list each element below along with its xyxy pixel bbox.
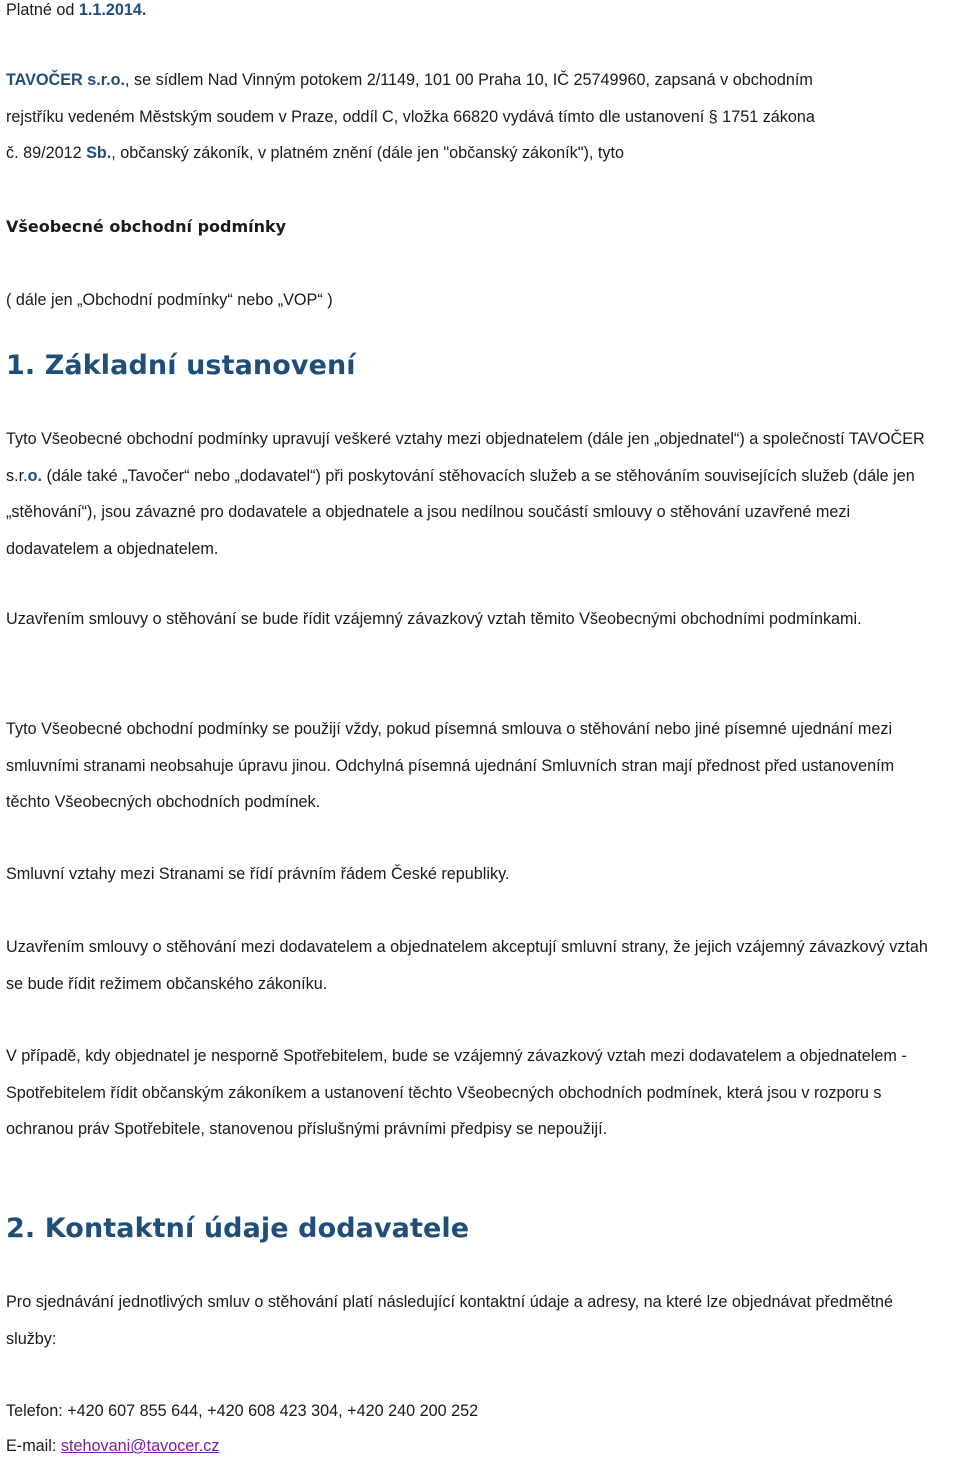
section-1-paragraph-1	[6, 421, 930, 567]
section-1-paragraph-3: Tyto Všeobecné obchodní podmínky se použijí vždy, pokud písemná smlouva o stěhování nebo jiné písemné ujednání mezi smluvními stranami neobsahuje úpravu jinou. Odchylná písemná ujednání Smluvních stran mají přednost před ustanovením těchto Všeobecných obchodních podmínek.	[6, 720, 895, 812]
valid-from-line	[6, 0, 930, 28]
section-1-heading: 1. Základní ustanovení	[6, 350, 356, 381]
section-1-paragraph-4: Smluvní vztahy mezi Stranami se řídí právním řádem České republiky.	[6, 865, 510, 883]
phone-label: Telefon:	[6, 1402, 68, 1420]
phone-value: +420 607 855 644, +420 608 423 304, +420 240 200 252	[67, 1402, 479, 1420]
s1p1-o: o.	[27, 466, 42, 485]
company-name: TAVOČER s.r.o.	[6, 71, 126, 89]
intro-paragraph	[6, 62, 930, 172]
document-title: Všeobecné obchodní podmínky	[6, 217, 287, 236]
intro-line3-pre: č. 89/2012	[6, 144, 87, 163]
email-link[interactable]: stehovani@tavocer.cz	[60, 1437, 220, 1455]
s1p1-end: (dále také „Tavočer“ nebo „dodavatel“) při poskytování stěhovacích služeb a se stěhováním souvisejících služeb (dále jen „stěhování“), jsou závazné pro dodavatele a objednatele a jsou nedílnou součástí smlouvy o stěhování uzavřené mezi dodavatelem a objednatelem.	[6, 466, 915, 558]
intro-line1: , se sídlem Nad Vinným potokem 2/1149, 101 00 Praha 10, IČ 25749960, zapsaná v obchodním	[125, 71, 813, 89]
s1p1-start: Tyto Všeobecné obchodní podmínky upravují veškeré vztahy mezi objednatelem (dále jen „objednatel“) a společností TAVOČER s.r.	[6, 430, 925, 485]
valid-from-date: 1.1.2014.	[78, 1, 147, 19]
valid-from-label: Platné od	[6, 1, 79, 19]
intro-sb: Sb.	[86, 144, 112, 163]
phone-line	[6, 1396, 930, 1426]
intro-line3-rest: , občanský zákoník, v platném znění (dále jen "občanský zákoník"), tyto	[111, 144, 624, 163]
document-title-note: ( dále jen „Obchodní podmínky“ nebo „VOP“ )	[6, 291, 333, 309]
section-1-paragraph-6: V případě, kdy objednatel je nesporně Spotřebitelem, bude se vzájemný závazkový vztah mezi dodavatelem a objednatelem - Spotřebitelem řídit občanským zákoníkem a ustanovení těchto Všeobecných obchodních podmínek, která jsou v rozporu s ochranou práv Spotřebitele, stanovenou příslušnými právními předpisy se nepoužijí.	[6, 1047, 907, 1139]
email-label: E-mail:	[6, 1437, 61, 1455]
section-1-paragraph-2: Uzavřením smlouvy o stěhování se bude řídit vzájemný závazkový vztah těmito Všeobecnými obchodními podmínkami.	[6, 610, 862, 628]
email-line	[6, 1431, 930, 1461]
section-1-paragraph-5: Uzavřením smlouvy o stěhování mezi dodavatelem a objednatelem akceptují smluvní strany, že jejich vzájemný závazkový vztah se bude řídit režimem občanského zákoníku.	[6, 938, 928, 993]
intro-line2: rejstříku vedeném Městským soudem v Praze, oddíl C, vložka 66820 vydává tímto dle ustanovení § 1751 zákona	[6, 107, 815, 126]
section-2-paragraph-1: Pro sjednávání jednotlivých smluv o stěhování platí následující kontaktní údaje a adresy, na které lze objednávat předmětné služby:	[6, 1293, 893, 1348]
section-2-heading: 2. Kontaktní údaje dodavatele	[6, 1213, 470, 1244]
